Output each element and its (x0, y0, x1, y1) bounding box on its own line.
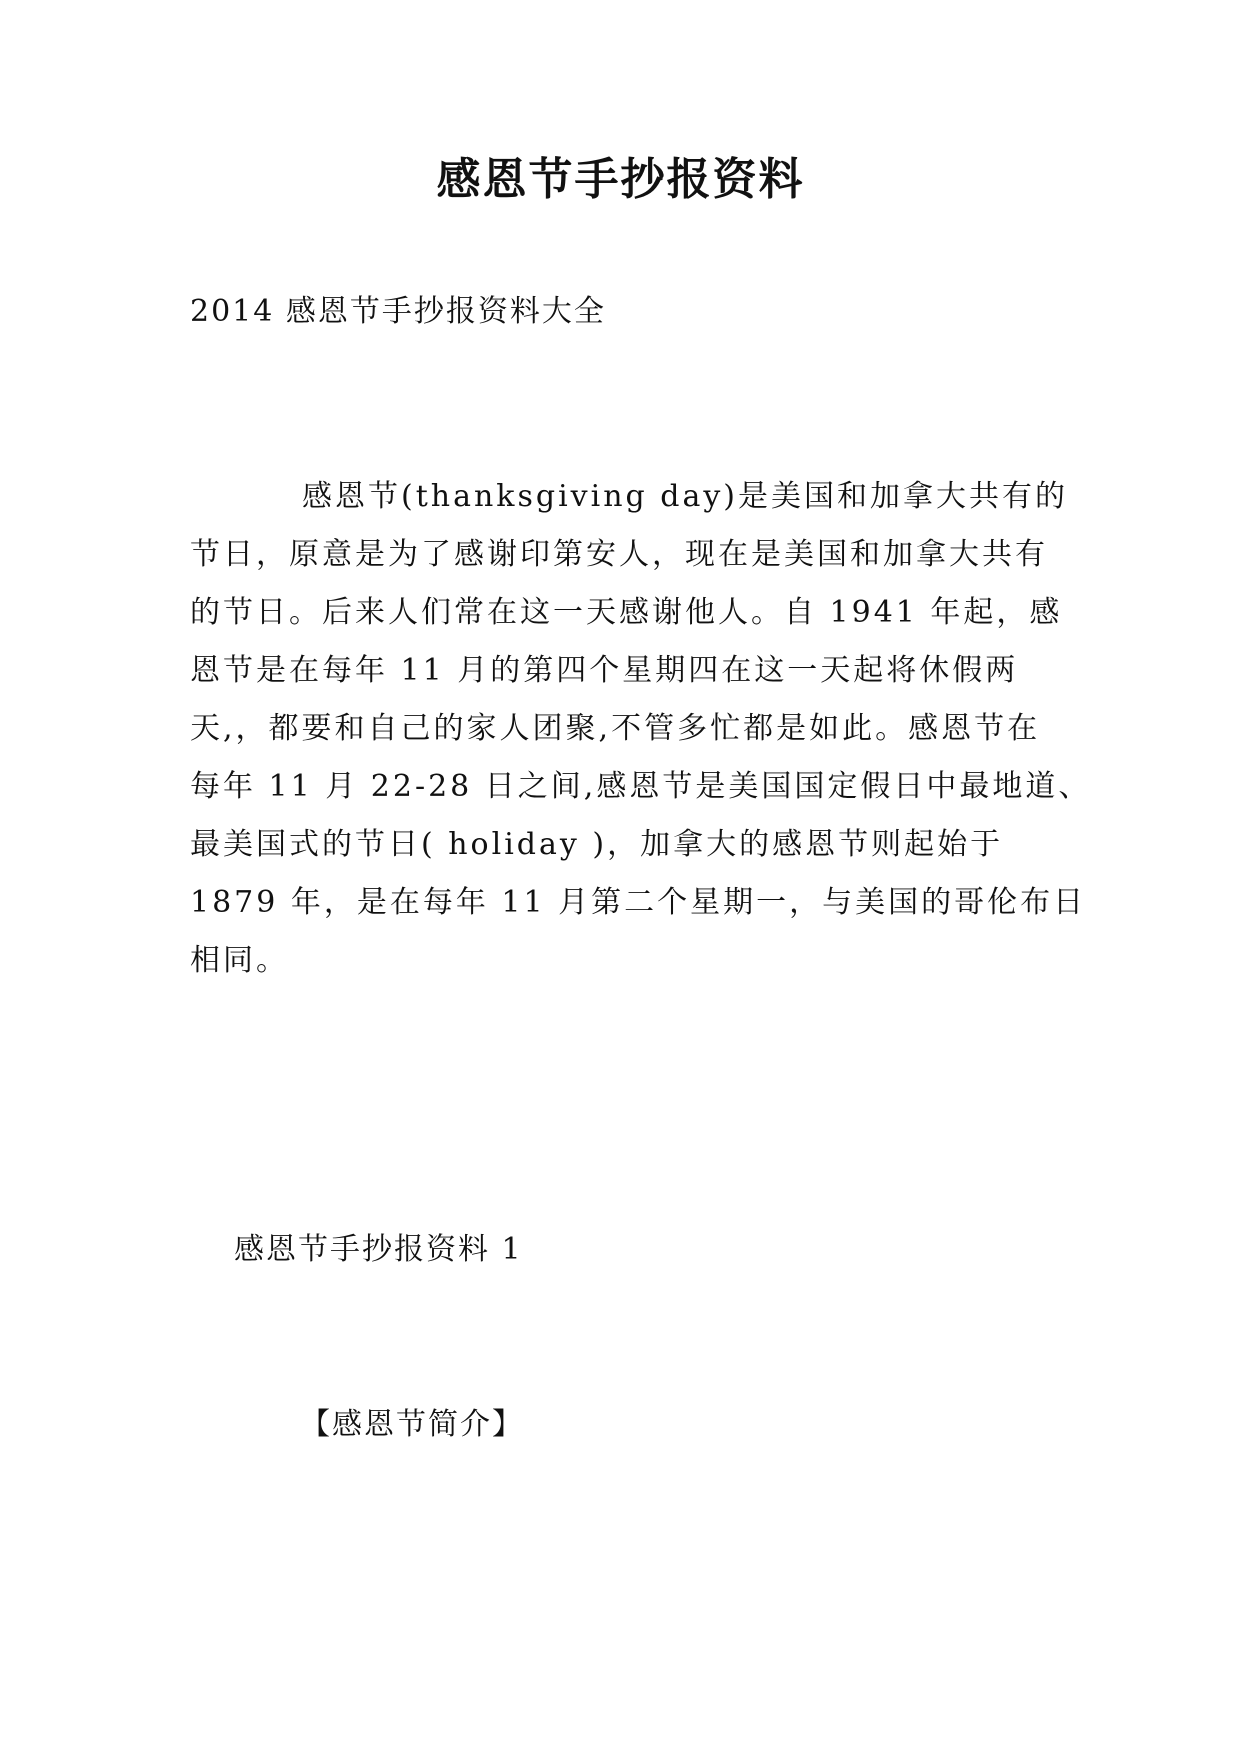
paragraph-line: 1879 年，是在每年 11 月第二个星期一，与美国的哥伦布日 (190, 885, 1087, 920)
document-title: 感恩节手抄报资料 (436, 154, 805, 205)
paragraph-line: 恩节是在每年 11 月的第四个星期四在这一天起将休假两 (190, 653, 1019, 688)
paragraph-line: 相同。 (190, 943, 289, 978)
document-subtitle: 2014 感恩节手抄报资料大全 (190, 294, 606, 329)
intro-paragraph (190, 468, 1090, 990)
paragraph-line: 感恩节(thanksgiving day)是美国和加拿大共有的 (302, 479, 1069, 514)
paragraph-line: 天,，都要和自己的家人团聚,不管多忙都是如此。感恩节在 (190, 711, 1041, 746)
paragraph-line: 最美国式的节日( holiday )，加拿大的感恩节则起始于 (190, 827, 1004, 862)
paragraph-line: 的节日。后来人们常在这一天感谢他人。自 1941 年起，感 (190, 595, 1063, 630)
paragraph-line: 节日，原意是为了感谢印第安人，现在是美国和加拿大共有 (190, 537, 1048, 572)
intro-heading: 【感恩节简介】 (300, 1407, 524, 1442)
section-heading: 感恩节手抄报资料 1 (234, 1232, 523, 1267)
paragraph-line: 每年 11 月 22-28 日之间,感恩节是美国国定假日中最地道、 (190, 769, 1092, 804)
